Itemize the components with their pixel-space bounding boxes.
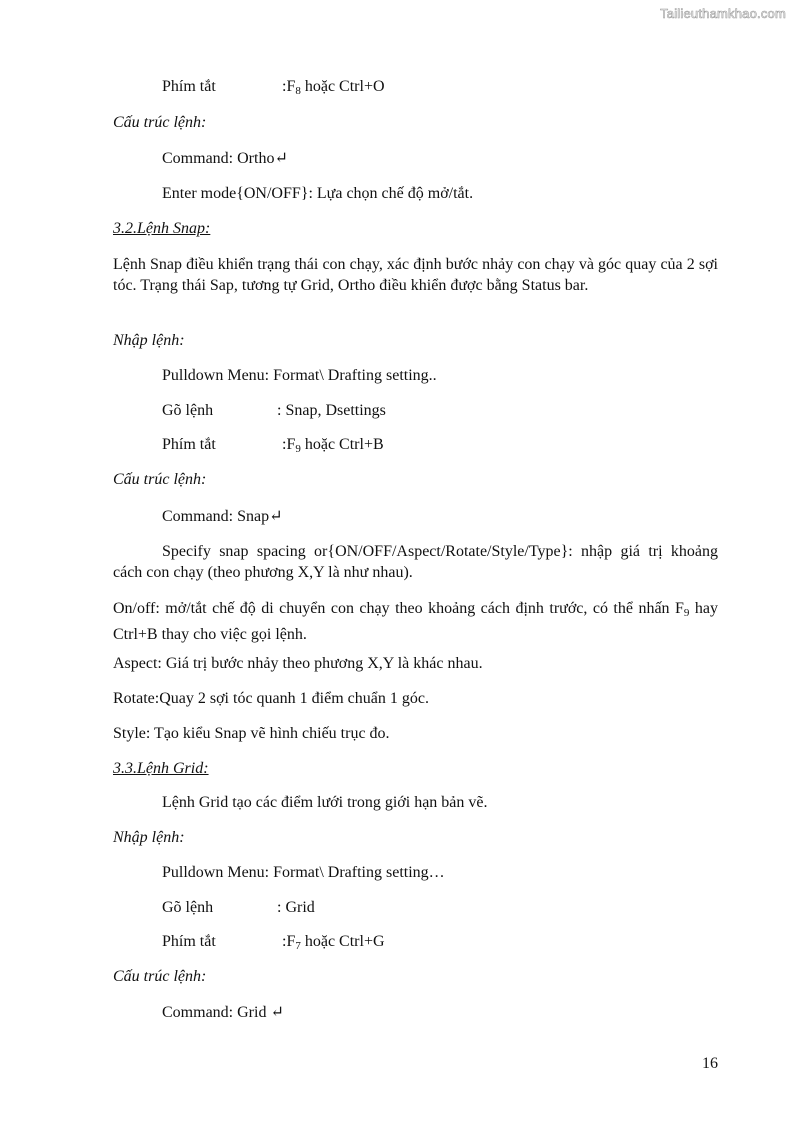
snap-shortcut-line [162,435,384,459]
snap-structure-heading: Cấu trúc lệnh: [113,471,207,488]
shortcut-rest: hoặc Ctrl+O [300,78,385,95]
snap-aspect: Aspect: Giá trị bước nhảy theo phương X,Y là khác nhau. [113,655,483,672]
type-value: : Grid [277,899,315,916]
snap-pulldown: Pulldown Menu: Format\ Drafting setting.. [162,367,437,384]
snap-type-line [162,401,386,421]
grid-shortcut-line [162,932,385,956]
onoff-text-b: hay Ctrl+B thay cho việc gọi lệnh. [113,600,718,643]
shortcut-rest: hoặc Ctrl+B [300,436,384,453]
shortcut-prefix: :F [282,436,296,453]
onoff-text-a: On/off: mở/tắt chế độ di chuyển con chạy theo khoảng cách định trước, có thể nhấn F [113,600,684,617]
type-label: Gõ lệnh [162,402,214,419]
snap-command: Command: Snap↵ [162,508,283,525]
grid-intro: Lệnh Grid tạo các điểm lưới trong giới hạn bản vẽ. [162,794,488,811]
ortho-structure-heading: Cấu trúc lệnh: [113,114,207,131]
shortcut-label: Phím tắt [162,436,216,453]
snap-specify [113,541,718,583]
grid-pulldown: Pulldown Menu: Format\ Drafting setting… [162,864,445,881]
shortcut-key-number: 7 [295,940,301,952]
shortcut-key-number: 9 [295,443,301,455]
grid-command: Command: Grid ↵ [162,1004,284,1021]
snap-intro: Lệnh Snap điều khiển trạng thái con chạy, xác định bước nhảy con chạy và góc quay của 2 sợi tóc. Trạng thái Sap, tương tự Grid, Ortho điều khiển được bằng Status bar. [113,256,718,294]
grid-type-line [162,898,315,918]
ortho-command: Command: Ortho↵ [162,150,288,167]
snap-style: Style: Tạo kiểu Snap vẽ hình chiếu trục đo. [113,725,390,742]
snap-specify-text: Specify snap spacing or{ON/OFF/Aspect/Rotate/Style/Type}: nhập giá trị khoảng cách con chạy (theo phương X,Y là như nhau). [113,543,718,581]
ortho-shortcut-line [162,77,385,101]
shortcut-prefix: :F [282,78,296,95]
shortcut-label: Phím tắt [162,933,216,950]
snap-onoff [113,598,718,645]
grid-structure-heading: Cấu trúc lệnh: [113,968,207,985]
onoff-key-number: 9 [683,607,690,619]
ortho-enter-mode: Enter mode{ON/OFF}: Lựa chọn chế độ mở/tắt. [162,185,474,202]
page-number: 16 [702,1055,718,1072]
shortcut-label: Phím tắt [162,78,216,95]
snap-heading: 3.2.Lệnh Snap: [113,220,211,237]
snap-rotate: Rotate:Quay 2 sợi tóc quanh 1 điểm chuẩn 1 góc. [113,690,429,707]
grid-input-heading: Nhập lệnh: [113,829,185,846]
grid-heading: 3.3.Lệnh Grid: [113,760,209,777]
shortcut-rest: hoặc Ctrl+G [300,933,385,950]
watermark: Tailieuthamkhao.com [660,6,786,21]
type-value: : Snap, Dsettings [277,402,386,419]
shortcut-key-number: 8 [295,85,301,97]
type-label: Gõ lệnh [162,899,214,916]
snap-input-heading: Nhập lệnh: [113,332,185,349]
shortcut-prefix: :F [282,933,296,950]
